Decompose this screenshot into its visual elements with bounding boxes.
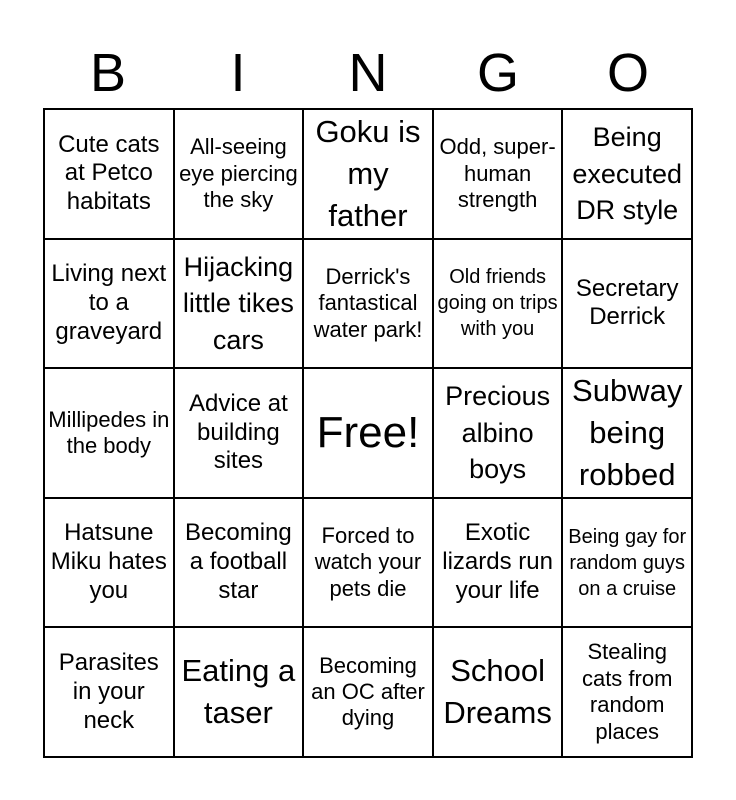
cell-text: Hijacking little tikes cars — [182, 251, 294, 355]
bingo-cell[interactable] — [174, 498, 304, 628]
cell-text: Cute cats at Petco habitats — [58, 130, 160, 216]
free-space-cell[interactable] — [303, 368, 433, 498]
bingo-cell[interactable] — [174, 239, 304, 369]
header-letter-b: B — [89, 43, 127, 103]
header-letter-o: O — [606, 43, 649, 103]
cell-text: Derrick's fantastical water park! — [313, 263, 423, 342]
bingo-cell[interactable] — [433, 109, 563, 239]
bingo-header — [43, 40, 693, 106]
bingo-cell[interactable] — [174, 627, 304, 757]
cell-text: Free! — [316, 407, 420, 457]
cell-text: Becoming a football star — [185, 519, 292, 604]
cell-text: Being gay for random guys on a cruise — [568, 525, 687, 600]
bingo-cell[interactable] — [44, 239, 174, 369]
cell-text: All-seeing eye piercing the sky — [179, 134, 298, 212]
cell-text: Exotic lizards run your life — [442, 519, 553, 604]
bingo-cell[interactable] — [44, 627, 174, 757]
bingo-cell[interactable] — [44, 368, 174, 498]
bingo-cell[interactable] — [433, 498, 563, 628]
bingo-cell[interactable] — [44, 498, 174, 628]
cell-text: Eating a taser — [181, 653, 296, 731]
bingo-cell[interactable] — [174, 109, 304, 239]
bingo-cell[interactable] — [562, 239, 692, 369]
header-letter-n: N — [348, 43, 388, 103]
cell-text: Being executed DR style — [572, 122, 682, 226]
cell-text: Secretary Derrick — [575, 274, 679, 331]
cell-text: Becoming an OC after dying — [311, 652, 425, 731]
bingo-cell[interactable] — [303, 109, 433, 239]
bingo-cell[interactable] — [174, 368, 304, 498]
cell-text: Precious albino boys — [445, 381, 551, 485]
bingo-cell[interactable] — [562, 498, 692, 628]
cell-text: Parasites in your neck — [58, 649, 159, 734]
header-letter-i: I — [230, 43, 246, 103]
cell-text: Hatsune Miku hates you — [50, 519, 167, 604]
header-letter-g: G — [476, 43, 519, 103]
bingo-cell[interactable] — [433, 368, 563, 498]
bingo-cell[interactable] — [303, 627, 433, 757]
bingo-cell[interactable] — [562, 368, 692, 498]
cell-text: Subway being robbed — [572, 373, 683, 492]
bingo-cell[interactable] — [562, 627, 692, 757]
cell-text: Forced to watch your pets die — [314, 523, 422, 601]
cell-text: Advice at building sites — [189, 389, 288, 475]
bingo-cell[interactable] — [433, 239, 563, 369]
cell-text: Old friends going on trips with you — [437, 266, 558, 341]
cell-text: Odd, super-human strength — [439, 134, 556, 212]
bingo-cell[interactable] — [562, 109, 692, 239]
cell-text: Living next to a graveyard — [51, 260, 167, 345]
bingo-cell[interactable] — [303, 498, 433, 628]
cell-text: Stealing cats from random places — [581, 639, 673, 744]
bingo-card — [43, 108, 693, 758]
cell-text: School Dreams — [443, 653, 552, 731]
bingo-cell[interactable] — [433, 627, 563, 757]
cell-text: Millipedes in the body — [48, 406, 170, 458]
bingo-cell[interactable] — [44, 109, 174, 239]
cell-text: Goku is my father — [315, 114, 421, 233]
bingo-cell[interactable] — [303, 239, 433, 369]
